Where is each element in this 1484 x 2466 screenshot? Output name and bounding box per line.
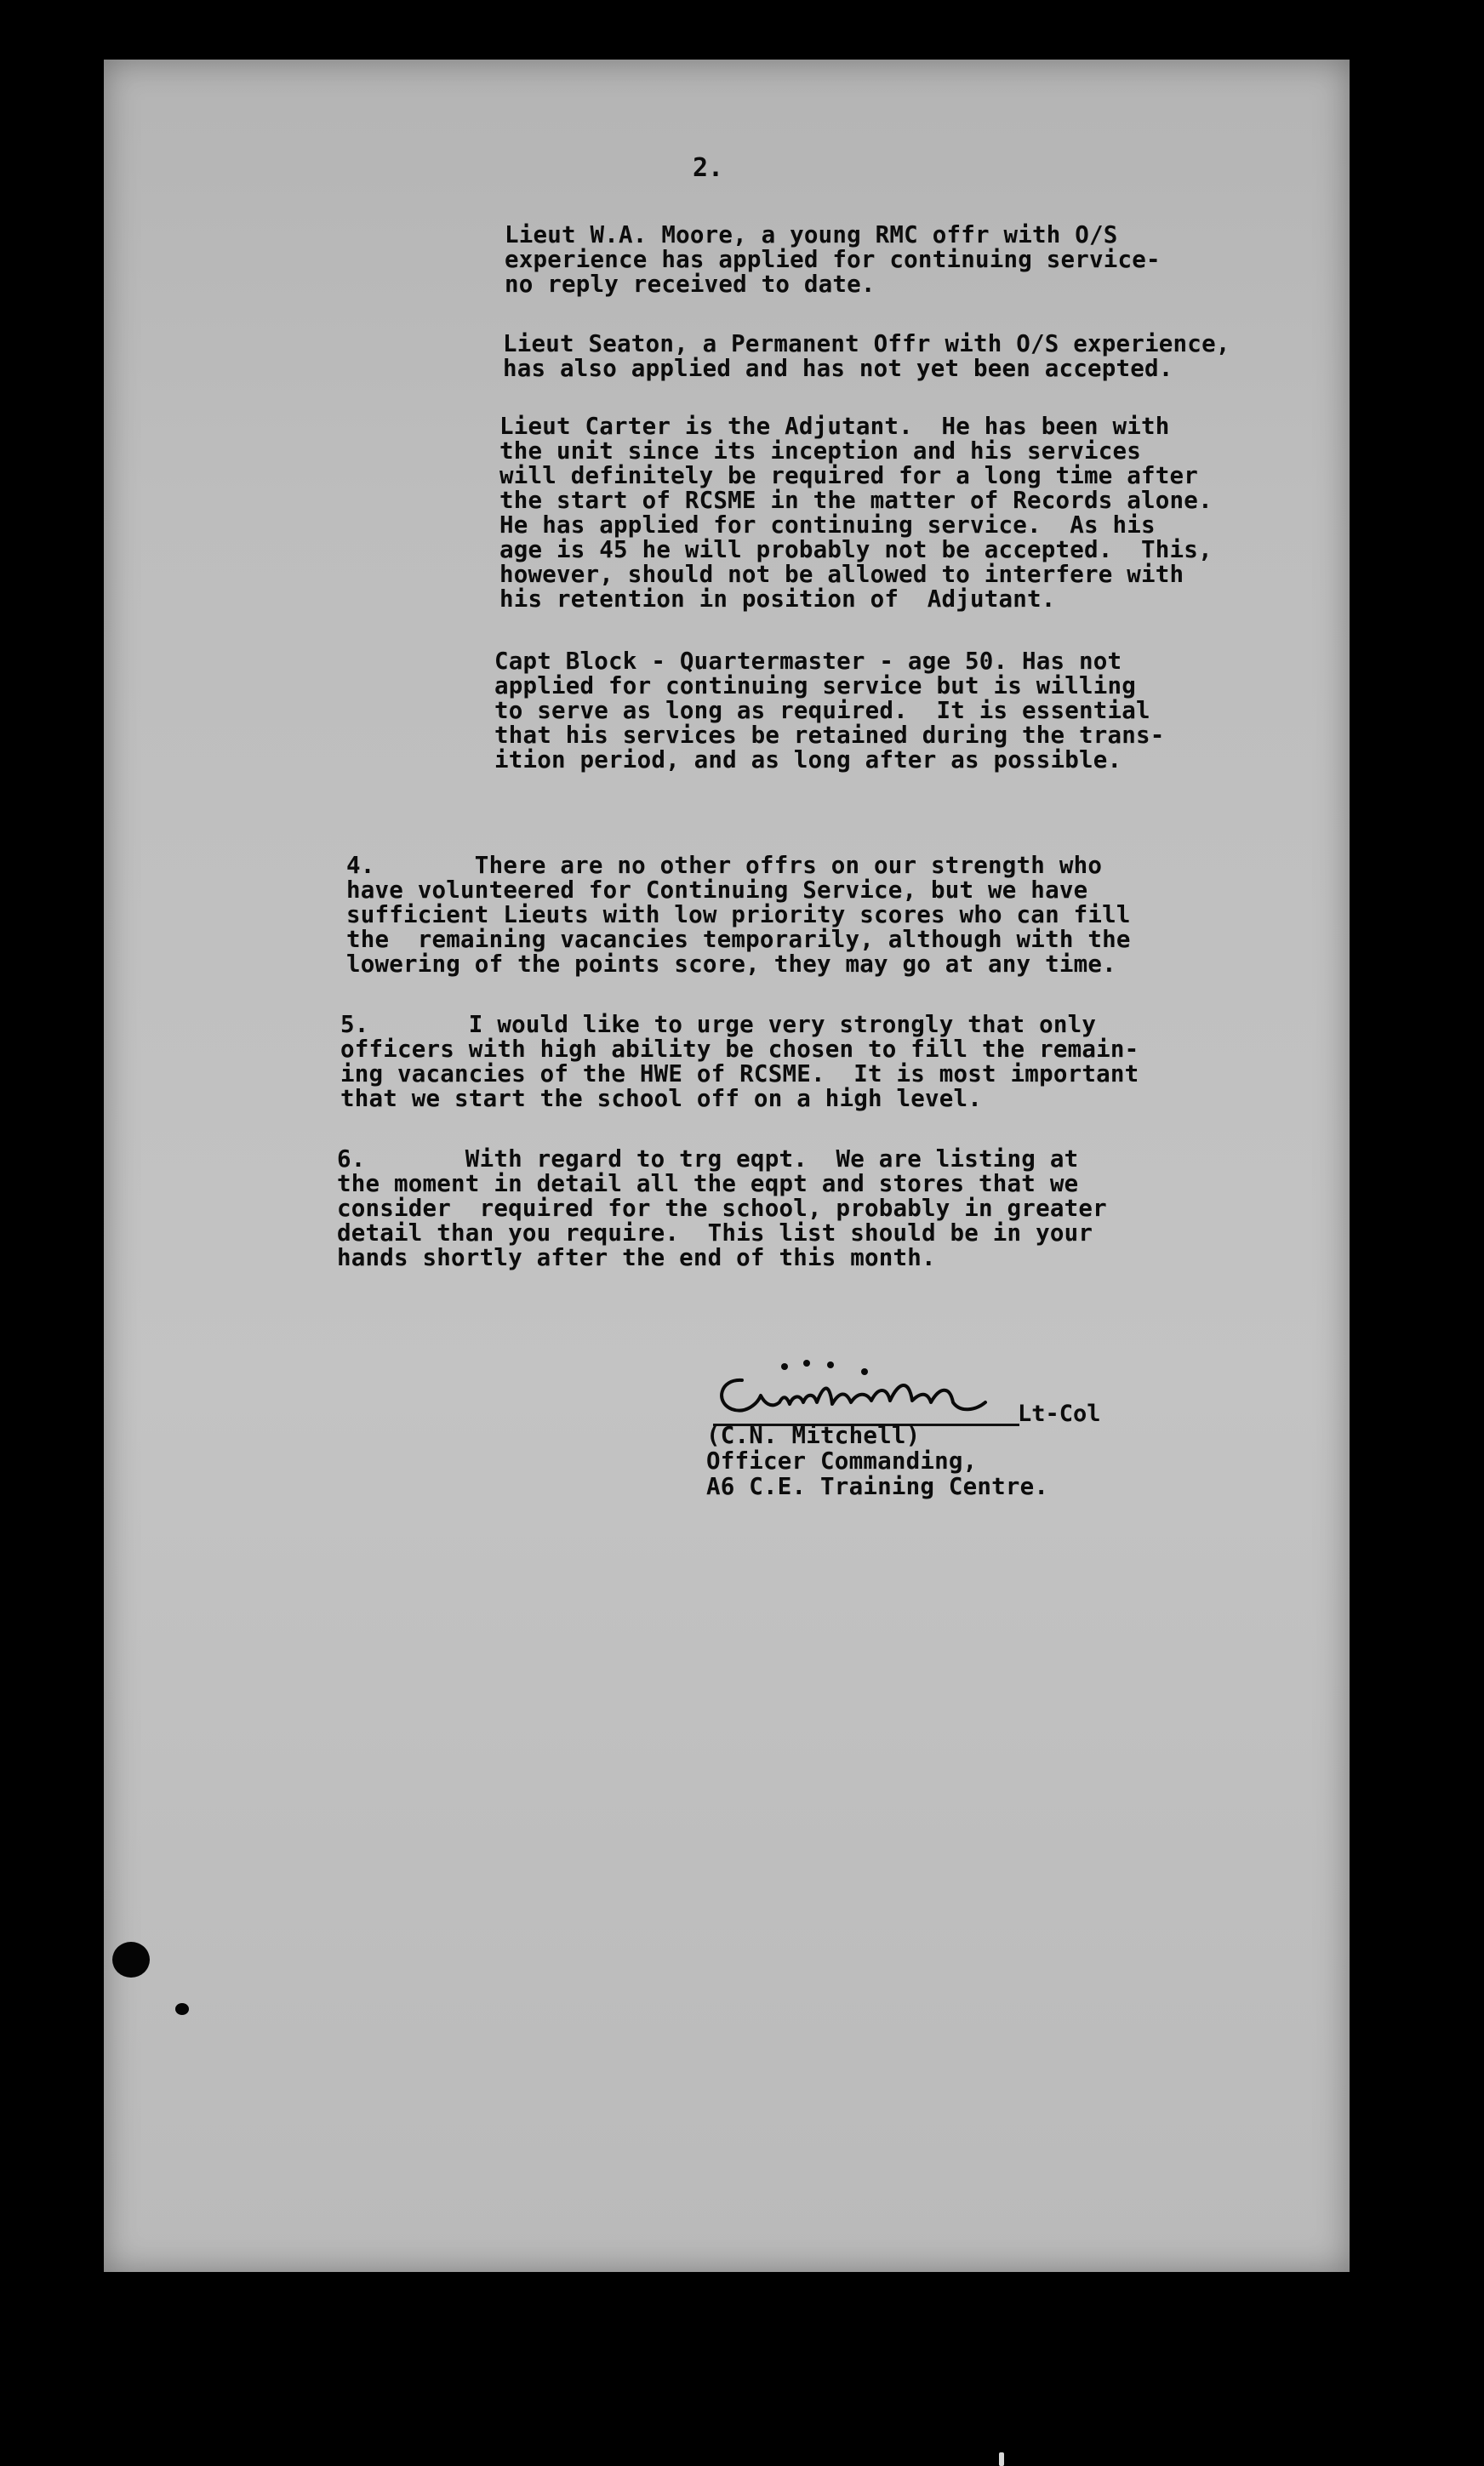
para4-line-3: sufficient Lieuts with low priority scores who can fill: [346, 901, 1131, 928]
moore-line-3: no reply received to date.: [505, 271, 876, 298]
para4-line-1: 4. There are no other offrs on our strength who: [346, 852, 1103, 879]
para6-line-3: consider required for the school, probably in greater: [337, 1195, 1107, 1222]
para6-line-4: detail than you require. This list should be in your: [337, 1219, 1093, 1247]
handwritten-signature: [711, 1353, 1018, 1430]
page-number: 2.: [693, 153, 724, 183]
ink-spot: [112, 1942, 150, 1978]
carter-line-2: the unit since its inception and his services: [499, 437, 1142, 465]
para5-line-4: that we start the school off on a high level.: [340, 1085, 983, 1112]
para5-line-2: officers with high ability be chosen to fill the remain-: [340, 1036, 1139, 1063]
para4-line-2: have volunteered for Continuing Service, but we have: [346, 876, 1088, 904]
carter-line-8: his retention in position of Adjutant.: [499, 585, 1056, 613]
moore-line-2: experience has applied for continuing service-: [505, 246, 1161, 273]
para6-line-1: 6. With regard to trg eqpt. We are listing at: [337, 1145, 1079, 1173]
moore-line-1: Lieut W.A. Moore, a young RMC offr with O/S: [505, 221, 1118, 248]
para6-line-2: the moment in detail all the eqpt and stores that we: [337, 1170, 1079, 1197]
carter-line-7: however, should not be allowed to interfere with: [499, 561, 1184, 588]
block-line-4: that his services be retained during the trans-: [494, 722, 1165, 749]
carter-line-4: the start of RCSME in the matter of Records alone.: [499, 487, 1213, 514]
para4-line-5: lowering of the points score, they may go at any time.: [346, 950, 1116, 978]
scan-speck: [999, 2452, 1004, 2466]
para6-line-5: hands shortly after the end of this month.: [337, 1244, 936, 1271]
signature-rank: Lt-Col: [1018, 1401, 1101, 1427]
carter-line-1: Lieut Carter is the Adjutant. He has been with: [499, 413, 1170, 440]
signature-name: (C.N. Mitchell): [706, 1422, 921, 1449]
para5-line-3: ing vacancies of the HWE of RCSME. It is most important: [340, 1060, 1139, 1087]
signature-unit: A6 C.E. Training Centre.: [706, 1473, 1049, 1500]
signature-title: Officer Commanding,: [706, 1447, 978, 1475]
para5-line-1: 5. I would like to urge very strongly that only: [340, 1011, 1097, 1038]
carter-line-3: will definitely be required for a long time after: [499, 462, 1199, 489]
block-line-1: Capt Block - Quartermaster - age 50. Has not: [494, 648, 1122, 675]
carter-line-5: He has applied for continuing service. As his: [499, 511, 1156, 539]
ink-speck: [175, 2003, 189, 2015]
para4-line-4: the remaining vacancies temporarily, although with the: [346, 926, 1131, 953]
block-line-5: ition period, and as long after as possible.: [494, 746, 1122, 773]
carter-line-6: age is 45 he will probably not be accepted. This,: [499, 536, 1213, 563]
block-line-3: to serve as long as required. It is essential: [494, 697, 1150, 724]
seaton-line-1: Lieut Seaton, a Permanent Offr with O/S experience,: [503, 330, 1230, 357]
seaton-line-2: has also applied and has not yet been accepted.: [503, 355, 1173, 382]
block-line-2: applied for continuing service but is willing: [494, 672, 1137, 699]
